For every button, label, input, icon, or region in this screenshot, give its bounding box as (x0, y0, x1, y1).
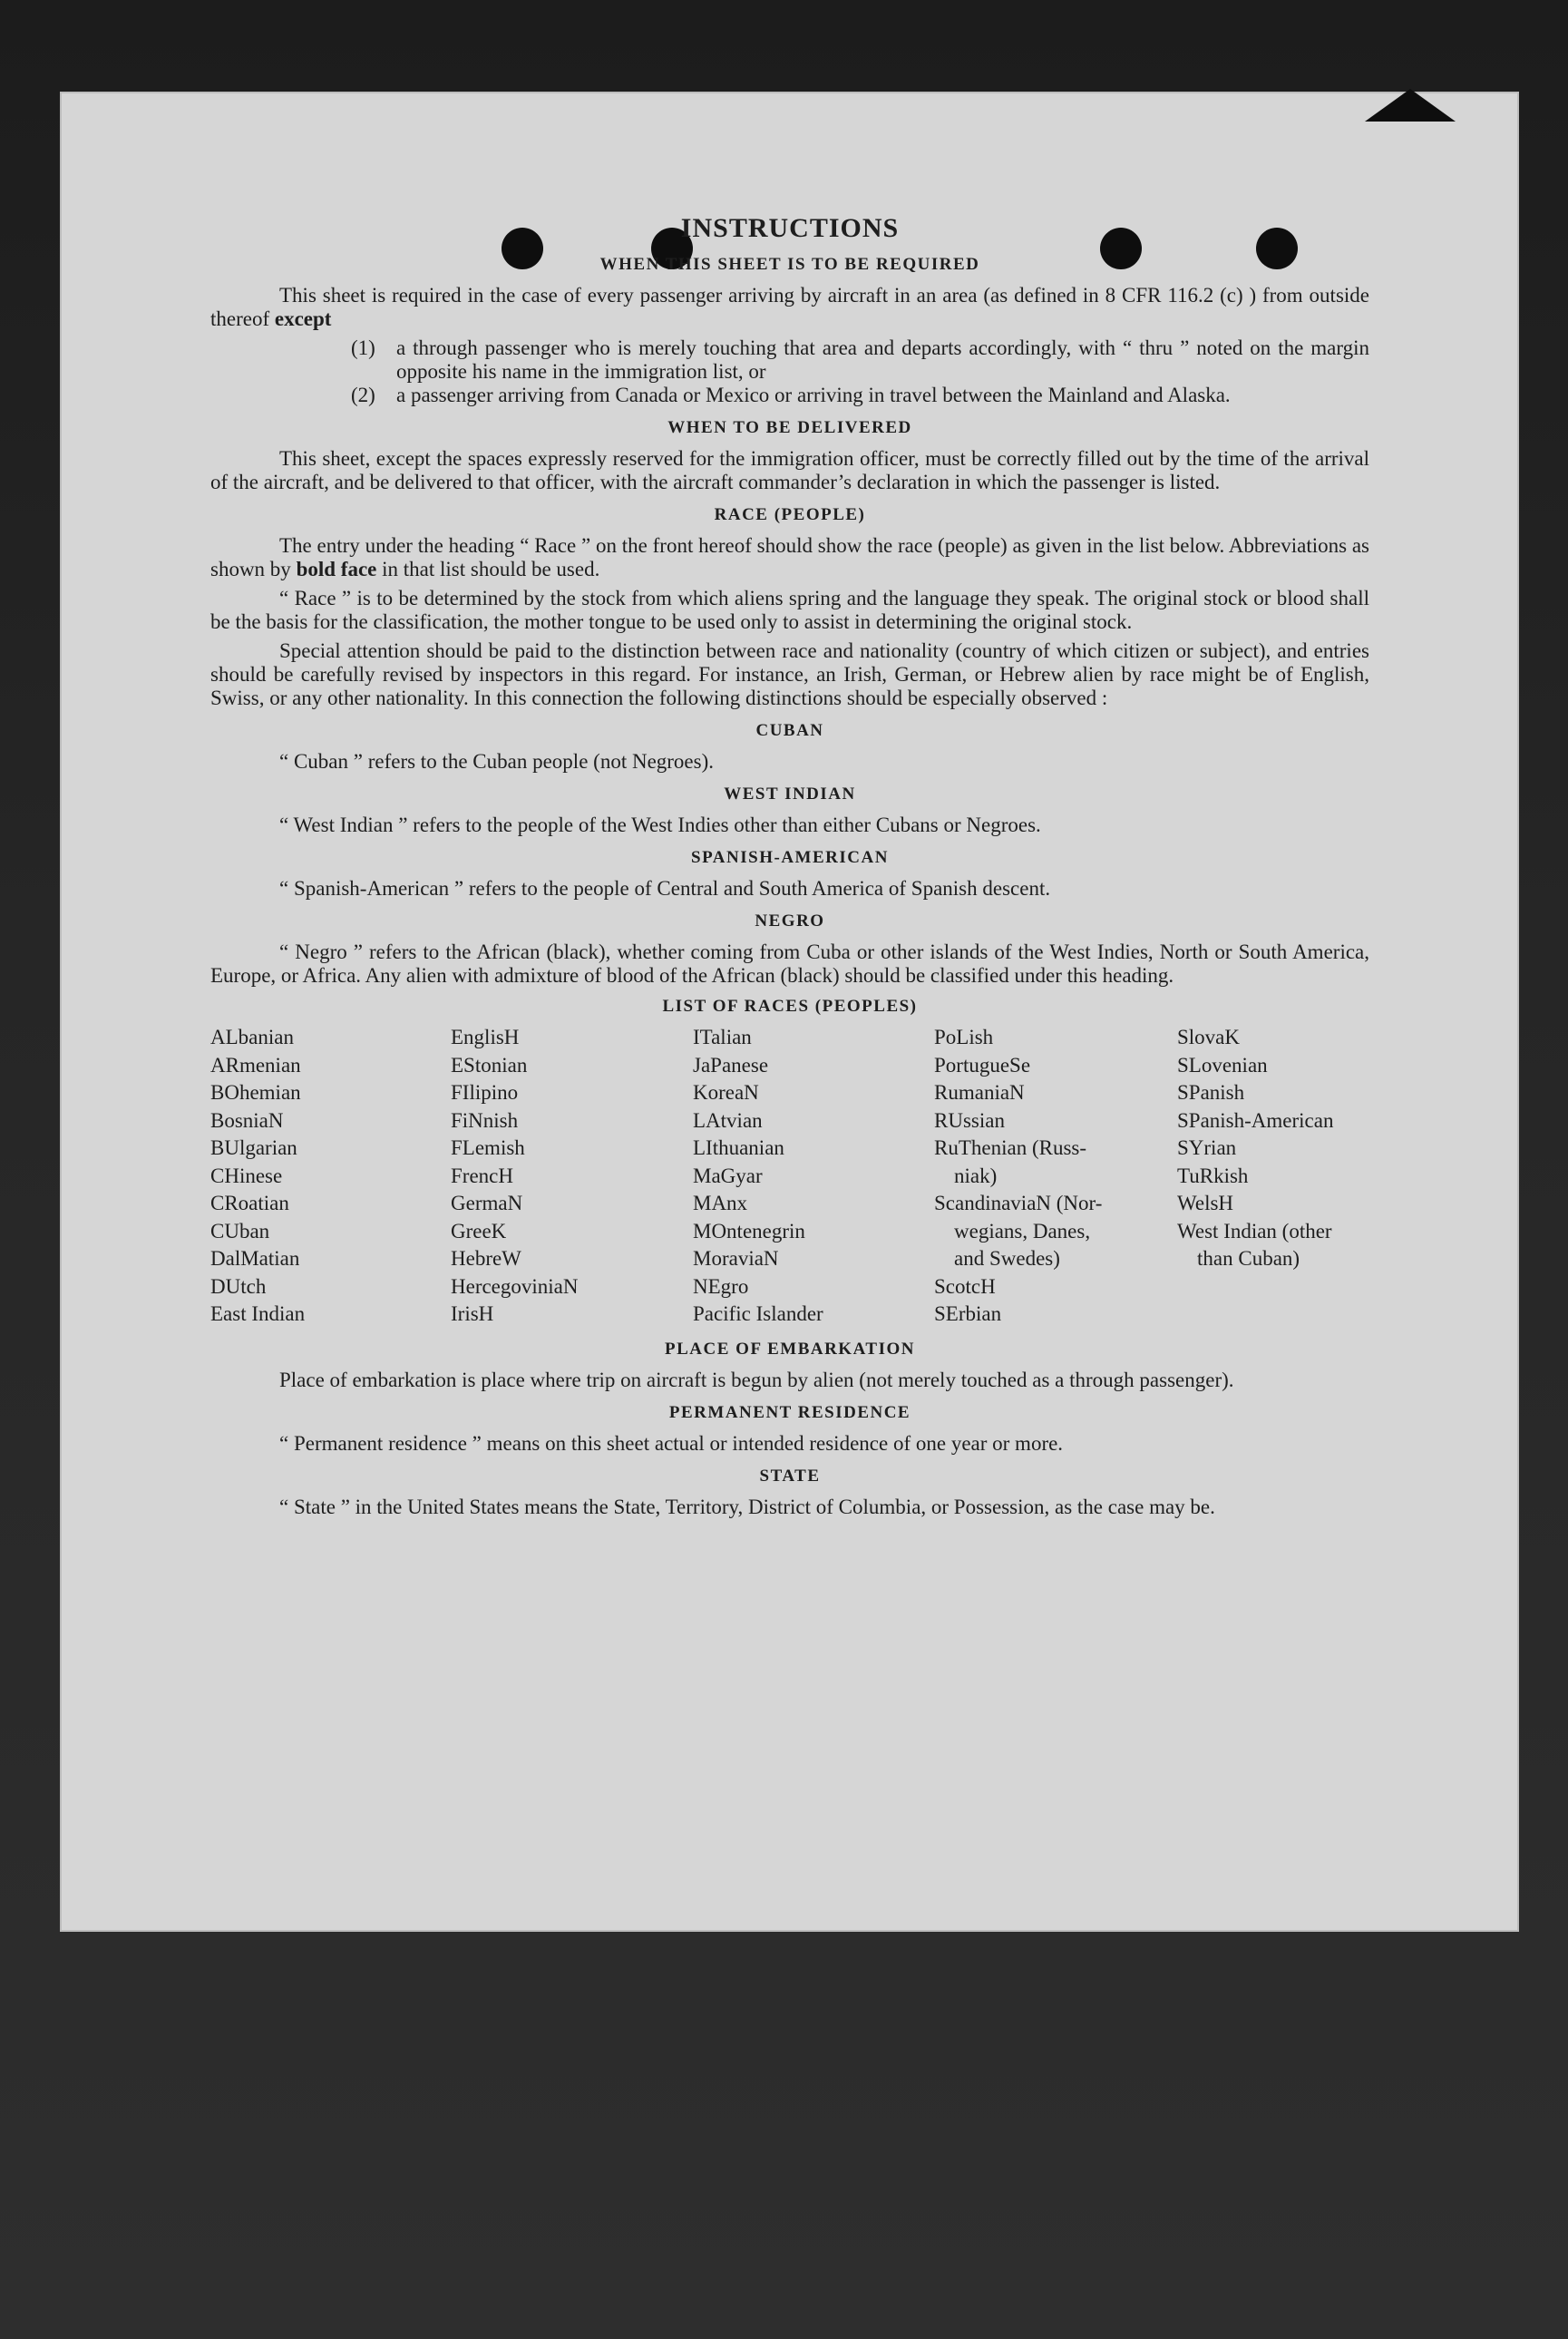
race-item: MOntenegrin (693, 1219, 805, 1243)
race-item: CHinese (210, 1164, 283, 1187)
race-item: EnglisH (451, 1026, 520, 1048)
race-item: ARmenian (210, 1053, 301, 1077)
race-item: SlovaK (1177, 1026, 1240, 1048)
residence-text: “ Permanent residence ” means on this sheet actual or intended residence of one year or more. (279, 1431, 1064, 1455)
negro-text: “ Negro ” refers to the African (black), whether coming from Cuba or other islands of the West Indies, North or South America, Europe, or Africa. Any alien with admixture of blood of the African (black) should be classified under this heading. (210, 940, 1369, 987)
race-item: DUtch (210, 1274, 267, 1298)
races-column-1 (210, 1024, 451, 1329)
race-item-continuation: and Swedes) (954, 1247, 1060, 1270)
race-item: ScandinaviaN (Nor- (934, 1192, 1103, 1214)
races-list (210, 1024, 1369, 1329)
exception-item (351, 384, 1369, 407)
race-item: RUssian (934, 1108, 1005, 1132)
exception-text: a passenger arriving from Canada or Mexico or arriving in travel between the Mainland and Alaska. (396, 384, 1231, 406)
race-item: RuThenian (Russ- (934, 1136, 1087, 1159)
race-item: BUlgarian (210, 1136, 297, 1159)
cuban-text: “ Cuban ” refers to the Cuban people (not Negroes). (279, 750, 715, 773)
exceptions-list (210, 336, 1369, 407)
race-item: LAtvian (693, 1108, 763, 1132)
race-item: KoreaN (693, 1081, 759, 1104)
when-delivered-text: This sheet, except the spaces expressly reserved for the immigration officer, must be correctly filled out by the time of the arrival of the aircraft, and be delivered to that officer, with the aircraft commander’s declaration in which the passenger is listed. (210, 447, 1369, 493)
section-heading-negro: NEGRO (755, 911, 825, 931)
race-item: FLemish (451, 1136, 525, 1159)
race-item: MoraviaN (693, 1247, 779, 1270)
section-heading-when-delivered: WHEN TO BE DELIVERED (667, 418, 912, 437)
race-item: DalMatian (210, 1247, 300, 1270)
section-heading-embarkation: PLACE OF EMBARKATION (665, 1339, 915, 1359)
section-heading-state: STATE (759, 1466, 821, 1486)
when-required-intro (210, 284, 1369, 331)
race-item: NEgro (693, 1274, 749, 1298)
race-item: FiNnish (451, 1108, 519, 1132)
race-paragraph-3: Special attention should be paid to the distinction between race and nationality (country of which citizen or subject), and entries should be carefully revised by inspectors in this regard. For instance, an Irish, German, or Hebrew alien by race might be of English, Swiss, or any other nationality. In this connection the following distinctions should be especially observed : (210, 639, 1369, 709)
race-item-continuation: than Cuban) (1197, 1247, 1300, 1270)
page-title: INSTRUCTIONS (680, 213, 900, 243)
race-item: PoLish (934, 1026, 994, 1048)
race-paragraph-1 (210, 534, 1369, 581)
race-item: MaGyar (693, 1164, 763, 1187)
exception-number: (2) (351, 384, 375, 406)
race-item: BosniaN (210, 1108, 284, 1132)
race-item: LIthuanian (693, 1136, 784, 1159)
race-item: ScotcH (934, 1274, 996, 1298)
race-item: FIlipino (451, 1081, 519, 1104)
spanish-american-text: “ Spanish-American ” refers to the people of Central and South America of Spanish descent. (279, 877, 1051, 900)
race-item: EStonian (451, 1053, 528, 1077)
intro-bold: except (274, 307, 332, 330)
race-item: SErbian (934, 1302, 1002, 1325)
races-column-5 (1177, 1024, 1369, 1329)
race-item: SPanish (1177, 1081, 1245, 1104)
instructions-content (210, 213, 1369, 1525)
intro-text: This sheet is required in the case of every passenger arriving by aircraft in an area (as defined in 8 CFR 116.2 (c) ) from outside thereof (210, 284, 1369, 330)
race-item: CRoatian (210, 1192, 289, 1214)
race-item: SLovenian (1177, 1053, 1268, 1077)
race-item: WelsH (1177, 1192, 1234, 1214)
race-item: East Indian (210, 1302, 306, 1325)
race-item: IrisH (451, 1302, 494, 1325)
races-column-4 (934, 1024, 1177, 1329)
races-column-2 (451, 1024, 693, 1329)
race-item: CUban (210, 1219, 270, 1243)
race-item: HercegoviniaN (451, 1274, 579, 1298)
race-p1-end: in that list should be used. (382, 558, 600, 580)
section-heading-cuban: CUBAN (755, 721, 824, 740)
race-item: ALbanian (210, 1026, 294, 1048)
section-heading-when-required: WHEN THIS SHEET IS TO BE REQUIRED (599, 255, 980, 274)
race-item: HebreW (451, 1247, 521, 1270)
race-item: SYrian (1177, 1136, 1237, 1159)
section-heading-west-indian: WEST INDIAN (724, 785, 856, 804)
west-indian-text: “ West Indian ” refers to the people of the West Indies other than either Cubans or Negroes. (279, 814, 1041, 836)
race-item: ITalian (693, 1026, 752, 1048)
race-item: West Indian (other (1177, 1219, 1332, 1243)
race-item: GermaN (451, 1192, 523, 1214)
section-heading-spanish-american: SPANISH-AMERICAN (691, 848, 889, 867)
exception-item (351, 336, 1369, 384)
race-item: BOhemian (210, 1081, 301, 1104)
state-text: “ State ” in the United States means the State, Territory, District of Columbia, or Possession, as the case may be. (279, 1495, 1215, 1518)
race-p1-bold: bold face (296, 558, 377, 580)
race-item: JaPanese (693, 1053, 769, 1077)
race-item-continuation: wegians, Danes, (954, 1219, 1091, 1243)
race-item: Pacific Islander (693, 1302, 823, 1325)
exception-number: (1) (351, 336, 375, 359)
race-item: MAnx (693, 1192, 748, 1214)
race-item: FrencH (451, 1164, 513, 1187)
race-paragraph-2: “ Race ” is to be determined by the stock from which aliens spring and the language they speak. The original stock or blood shall be the basis for the classification, the mother tongue to be used only to assist in determining the original stock. (210, 587, 1369, 633)
corner-tab-mark (1365, 89, 1456, 122)
race-p1-text: The entry under the heading “ Race ” on the front hereof should show the race (people) as given in the list below. Abbreviations as shown by (210, 534, 1369, 580)
race-item: TuRkish (1177, 1164, 1249, 1187)
exception-text: a through passenger who is merely touching that area and departs accordingly, with “ thru ” noted on the margin opposite his name in the immigration list, or (396, 336, 1369, 383)
section-heading-list-of-races: LIST OF RACES (PEOPLES) (662, 997, 918, 1016)
race-item: RumaniaN (934, 1081, 1025, 1104)
race-item-continuation: niak) (954, 1164, 998, 1187)
section-heading-race: RACE (PEOPLE) (714, 505, 866, 524)
section-heading-residence: PERMANENT RESIDENCE (668, 1402, 911, 1422)
embarkation-text: Place of embarkation is place where trip on aircraft is begun by alien (not merely touched as a through passenger). (279, 1368, 1234, 1391)
race-item: GreeK (451, 1219, 507, 1243)
race-item: PortugueSe (934, 1053, 1031, 1077)
race-item: SPanish-American (1177, 1108, 1334, 1132)
races-column-3 (693, 1024, 934, 1329)
